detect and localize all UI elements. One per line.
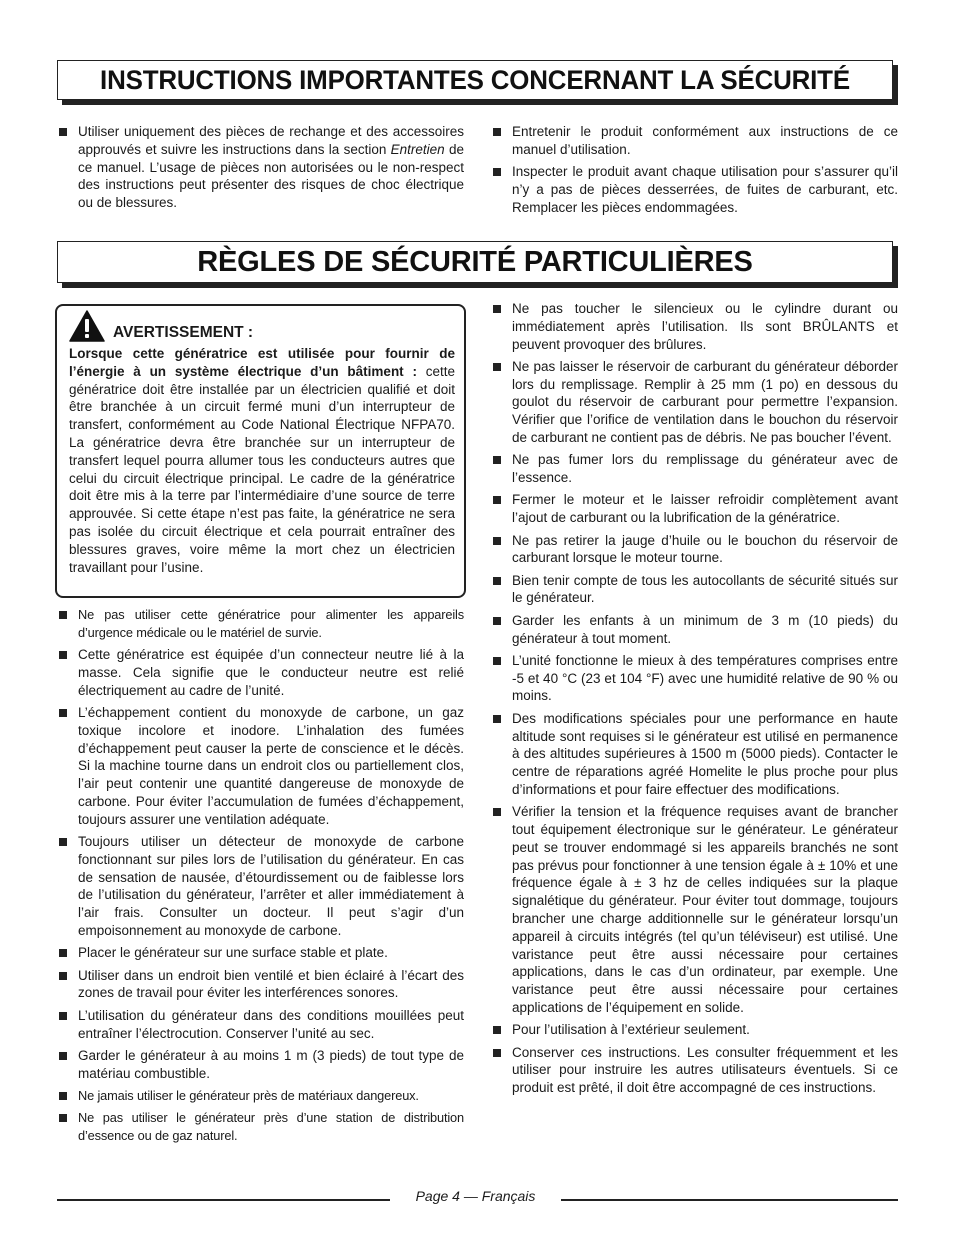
list-item: Des modifications spéciales pour une performance en haute altitude sont requises si le générateur est utilisé en permanence à des altitudes supérieures à 1500 m (5000 pieds). Contacter le centre de réparations agréé Homelite le plus proche pour plus d’informations et pour faire effectuer des modifications. [492, 710, 898, 799]
footer-rule-left [57, 1199, 390, 1201]
top-right-list [492, 123, 898, 221]
left-rules-list [58, 606, 464, 1149]
warning-title: AVERTISSEMENT : [113, 324, 254, 341]
warning-box [55, 304, 466, 598]
warning-triangle-icon [69, 310, 105, 342]
section-title-specific-rules: RÈGLES DE SÉCURITÉ PARTICULIÈRES [197, 246, 753, 278]
list-item: L’échappement contient du monoxyde de carbone, un gaz toxique incolore et inodore. L’inhalation des fumées d’échappement peut causer la perte de conscience et le décès. Si la machine tourne dans un endroit clos ou partiellement clos, l’air peut contenir une quantité dangereuse de monoxyde de carbone. Pour éviter l’accumulation de fumées d’échappement, toujours assurer une ventilation adéquate. [58, 704, 464, 829]
list-item: Garder le générateur à au moins 1 m (3 pieds) de tout type de matériau combustible. [58, 1047, 464, 1083]
list-item: Toujours utiliser un détecteur de monoxyde de carbone fonctionnant sur piles lors de l’utilisation du générateur. En cas de sensation de nausée, d’étourdissement ou de faiblesse lors de l’utilisation du générateur, l’arrêter et aller immédiatement à l’air frais. Consulter un docteur. Il peut s’agir d’un empoisonnement au monoxyde de carbone. [58, 833, 464, 940]
list-item: Bien tenir compte de tous les autocollants de sécurité situés sur le générateur. [492, 572, 898, 608]
list-item: Vérifier la tension et la fréquence requises avant de brancher tout équipement électronique sur le générateur. Le générateur peut se trouver endommagé si les appareils branchés ne sont pas prévus pour fonctionner à une tension égale à ± 10% et une fréquence égale à ± 3 hz de celles indiquées sur la plaque signalétique du générateur. Pour éviter tout dommage, toujours brancher une charge additionnelle sur le générateur lorsqu’un appareil à circuits intégrés (tel qu’un téléviseur) est utilisé. Une varistance peut être aussi nécessaire pour certaines applications, dans le cas d’un ordinateur, par exemple. Une varistance peut être aussi nécessaire pour certaines applications de l’équipement en solide. [492, 803, 898, 1017]
list-item: Conserver ces instructions. Les consulter fréquemment et les utiliser pour instruire les autres utilisateurs éventuels. Si ce produit est prêté, il doit être accompagné de ces instructions. [492, 1044, 898, 1097]
list-item: Ne jamais utiliser le générateur près de matériaux dangereux. [58, 1087, 464, 1105]
page-footer: Page 4 — Français [415, 1188, 536, 1204]
section-title-important: INSTRUCTIONS IMPORTANTES CONCERNANT LA SÉCURITÉ [100, 65, 850, 95]
list-item: Utiliser dans un endroit bien ventilé et bien éclairé à l’écart des zones de travail pour éviter les interférences sonores. [58, 967, 464, 1003]
warning-header [69, 310, 253, 342]
list-item: Placer le générateur sur une surface stable et plate. [58, 944, 464, 962]
warning-body: cette génératrice doit être installée par un électricien qualifié et doit être branchée à un circuit fermé muni d’un interrupteur de transfert, conformément au Code National Électrique NFPA70. La génératrice devra être branchée sur un interrupteur de transfert lequel pourra allumer tous les conducteurs autres que celui du circuit électrique principal. Le cadre de la génératrice doit être mis à la terre par l’intermédiaire d’une source de terre approuvée. Si cette étape n’est pas faite, la génératrice ne sera pas isolée du circuit électrique et cela pourrait entraîner des blessures graves, voire même la mort chez un électricien travaillant pour l’usine. [69, 363, 455, 575]
list-item: L’utilisation du générateur dans des conditions mouillées peut entraîner l’électrocution. Conserver l’unité au sec. [58, 1007, 464, 1043]
list-item: Utiliser uniquement des pièces de rechange et des accessoires approuvés et suivre les instructions dans la section Entretien de ce manuel. L’usage de pièces non autorisées ou le non-respect des instructions peut présenter des risques de choc électrique ou de blessures. [58, 123, 464, 212]
right-rules-list [492, 300, 898, 1101]
list-item: Entretenir le produit conformément aux instructions de ce manuel d’utilisation. [492, 123, 898, 159]
list-item: Ne pas laisser le réservoir de carburant du générateur déborder lors du remplissage. Remplir à 25 mm (1 po) en dessous du goulot du réservoir de carburant pour permettre l’expansion. Vérifier que l’orifice de ventilation dans le bouchon du réservoir de carburant ne contient pas de débris. Ne pas boucher l’évent. [492, 358, 898, 447]
warning-text [69, 345, 455, 576]
list-item: Ne pas utiliser cette génératrice pour alimenter les appareils d’urgence médicale ou le matériel de survie. [58, 606, 464, 642]
list-item: Ne pas fumer lors du remplissage du générateur avec de l’essence. [492, 451, 898, 487]
list-item: Inspecter le produit avant chaque utilisation pour s’assurer qu’il n’y a pas de pièces desserrées, de fuites de carburant, etc. Remplacer les pièces endommagées. [492, 163, 898, 216]
list-item: L’unité fonctionne le mieux à des températures comprises entre -5 et 40 °C (23 et 104 °F) avec une humidité relative de 90 % ou moins. [492, 652, 898, 705]
list-item: Ne pas toucher le silencieux ou le cylindre durant ou immédiatement après l’utilisation. Ils sont BRÛLANTS et peuvent provoquer des brûlures. [492, 300, 898, 353]
specific-rules-header [57, 241, 893, 283]
section-reference: Entretien [390, 141, 445, 157]
list-item: Fermer le moteur et le laisser refroidir complètement avant l’ajout de carburant ou la lubrification de la génératrice. [492, 491, 898, 527]
list-item: Ne pas utiliser le générateur près d’une station de distribution d’essence ou de gaz naturel. [58, 1109, 464, 1145]
top-left-list [58, 123, 464, 216]
list-item: Garder les enfants à un minimum de 3 m (10 pieds) du générateur à tout moment. [492, 612, 898, 648]
list-item: Ne pas retirer la jauge d’huile ou le bouchon du réservoir de carburant lorsque le moteur tourne. [492, 532, 898, 568]
footer-rule-right [561, 1199, 898, 1201]
list-item: Cette génératrice est équipée d’un connecteur neutre lié à la masse. Cela signifie que le conducteur neutre est relié électriquement au cadre de l’unité. [58, 646, 464, 699]
warning-lead: Lorsque cette génératrice est utilisée pour fournir de l’énergie à un système électrique d’un bâtiment : [69, 346, 455, 379]
safety-instructions-header [57, 60, 893, 100]
list-item: Pour l’utilisation à l’extérieur seulement. [492, 1021, 898, 1039]
